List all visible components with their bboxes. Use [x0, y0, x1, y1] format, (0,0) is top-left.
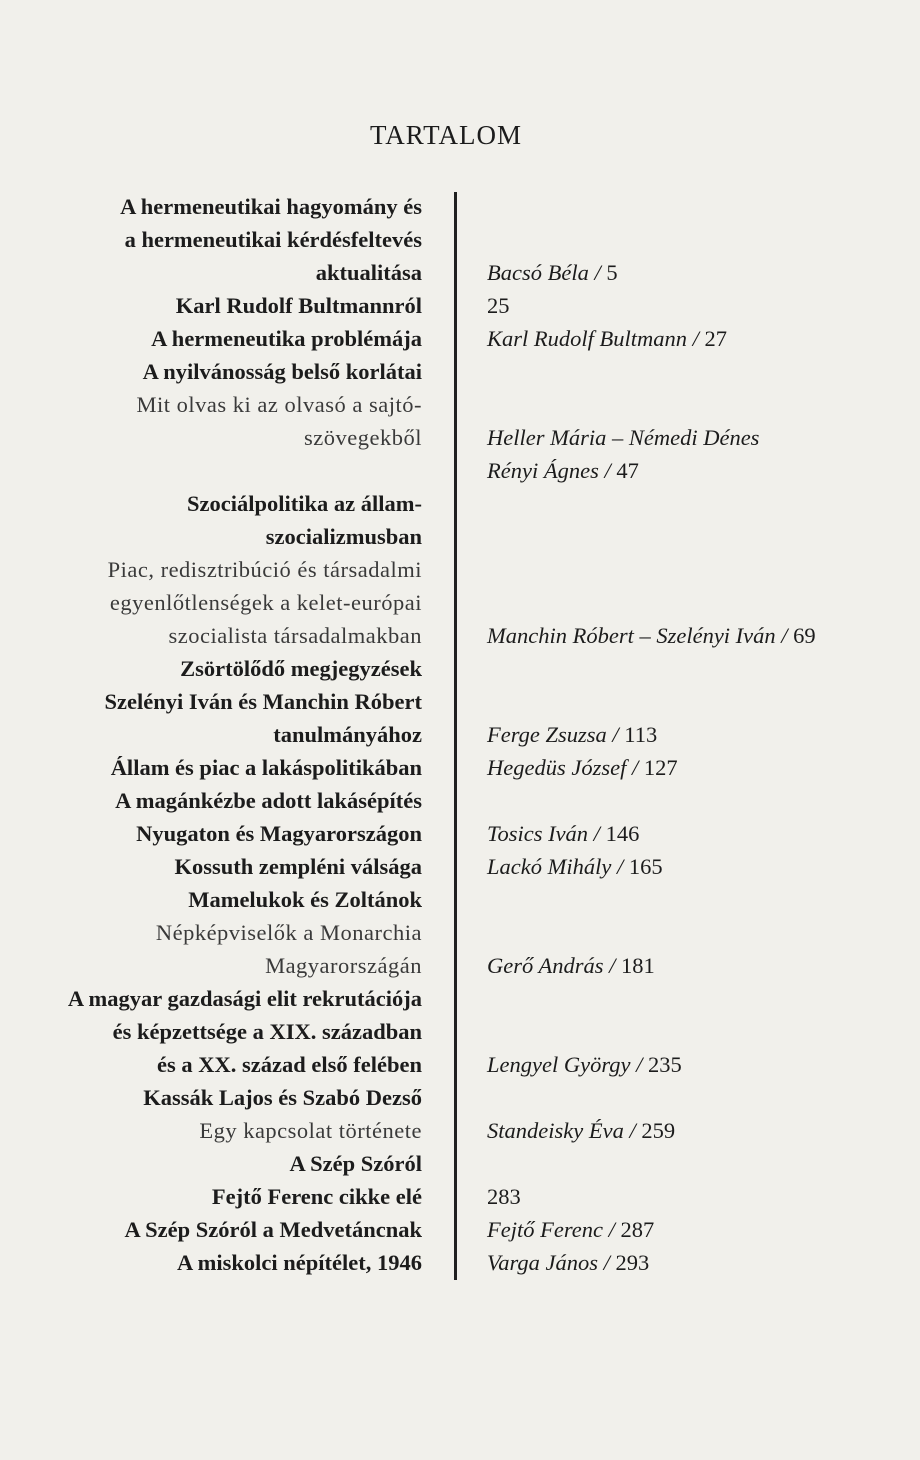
toc-entry-author-line: [487, 289, 816, 322]
toc-entry-author-line: [487, 586, 816, 619]
toc-entry-title: A Szép Szóról: [289, 1151, 422, 1176]
toc-entry-author-line: [487, 487, 816, 520]
toc-titles-column: [68, 190, 422, 1279]
toc-entry-author-line: [487, 751, 816, 784]
toc-entry-author-line: [487, 1147, 816, 1180]
toc-entry-title: Zsörtölődő megjegyzések: [180, 656, 422, 681]
toc-entry-title: szocializmusban: [265, 524, 422, 549]
toc-entry-title: Piac, redisztribúció és társadalmi: [107, 557, 422, 582]
toc-entry-title: Népképviselők a Monarchia: [155, 920, 422, 945]
toc-entry-title: [68, 454, 422, 487]
toc-page-number: 47: [616, 458, 639, 483]
toc-entry-title: A hermeneutika problémája: [151, 326, 422, 351]
toc-page-number: 181: [620, 953, 655, 978]
toc-entry-title: Nyugaton és Magyarországon: [136, 821, 422, 846]
toc-entry-author-line: [487, 982, 816, 1015]
toc-author: Lackó Mihály /: [487, 854, 629, 879]
column-divider: [454, 192, 457, 1280]
toc-entry-title: tanulmányához: [273, 722, 422, 747]
toc-entry-title: és a XX. század első felében: [157, 1052, 422, 1077]
toc-page-number: 146: [605, 821, 640, 846]
toc-entry-author-line: [487, 1246, 816, 1279]
toc-entry-title: a hermeneutikai kérdésfeltevés: [124, 227, 422, 252]
toc-entry-title: Fejtő Ferenc cikke elé: [211, 1184, 422, 1209]
toc-entry-author-line: [487, 520, 816, 553]
toc-author: Tosics Iván /: [487, 821, 606, 846]
toc-author: Heller Mária – Némedi Dénes: [487, 425, 760, 450]
toc-entry-author-line: [487, 322, 816, 355]
toc-page-number: 165: [628, 854, 663, 879]
toc-entry-author-line: [487, 850, 816, 883]
toc-entry-author-line: [487, 949, 816, 982]
toc-author: Manchin Róbert – Szelényi Iván /: [487, 623, 794, 648]
toc-entry-author-line: [487, 1213, 816, 1246]
toc-entry-title: A miskolci népítélet, 1946: [177, 1250, 422, 1275]
toc-entry-title: Egy kapcsolat története: [199, 1118, 422, 1143]
toc-author: Rényi Ágnes /: [487, 458, 617, 483]
toc-entry-author-line: [487, 256, 816, 289]
toc-author: Fejtő Ferenc /: [487, 1217, 621, 1242]
toc-page-number: 27: [704, 326, 728, 351]
toc-entry-author-line: [487, 685, 816, 718]
toc-entry-title: és képzettsége a XIX. században: [112, 1019, 422, 1044]
toc-author: Karl Rudolf Bultmann /: [487, 326, 705, 351]
toc-entry-title: A magyar gazdasági elit rekrutációja: [67, 986, 422, 1011]
toc-entry-title: szövegekből: [304, 425, 422, 450]
toc-entry-author-line: [487, 784, 816, 817]
toc-author: Bacsó Béla /: [487, 260, 607, 285]
toc-entry-author-line: [487, 355, 816, 388]
toc-entry-title: A Szép Szóról a Medvetáncnak: [124, 1217, 422, 1242]
toc-authors-column: [487, 190, 816, 1279]
toc-page-number: 5: [606, 260, 618, 285]
toc-entry-title: Szelényi Iván és Manchin Róbert: [104, 689, 422, 714]
toc-author: Hegedüs József /: [487, 755, 644, 780]
toc-entry-author-line: [487, 883, 816, 916]
toc-author: Ferge Zsuzsa /: [487, 722, 625, 747]
toc-entry-title: Szociálpolitika az állam-: [187, 491, 422, 516]
toc-entry-author-line: [487, 190, 816, 223]
toc-page-number: 69: [793, 623, 816, 648]
toc-page-number: 235: [648, 1052, 682, 1077]
toc-entry-author-line: [487, 817, 816, 850]
toc-entry-title: szocialista társadalmakban: [168, 623, 422, 648]
toc-page-number: 127: [643, 755, 678, 780]
toc-entry-title: Mit olvas ki az olvasó a sajtó-: [136, 392, 422, 417]
toc-entry-author-line: [487, 388, 816, 421]
toc-entry-author-line: [487, 1048, 816, 1081]
toc-page-number: 259: [641, 1118, 676, 1143]
toc-entry-author-line: [487, 916, 816, 949]
toc-entry-title: Mamelukok és Zoltánok: [188, 887, 422, 912]
toc-entry-author-line: [487, 553, 816, 586]
toc-entry-title: A magánkézbe adott lakásépítés: [115, 788, 422, 813]
toc-entry-title: A nyilvánosság belső korlátai: [142, 359, 422, 384]
toc-entry-title: Kossuth zempléni válsága: [174, 854, 422, 879]
toc-entry-title: aktualitása: [315, 260, 422, 285]
toc-entry-title: Állam és piac a lakáspolitikában: [110, 755, 422, 780]
toc-entry-author-line: [487, 1081, 816, 1114]
toc-page-number: 25: [487, 293, 510, 318]
toc-entry-title: A hermeneutikai hagyomány és: [120, 194, 422, 219]
toc-entry-title: Karl Rudolf Bultmannról: [175, 293, 422, 318]
page-title: TARTALOM: [369, 120, 523, 150]
toc-page-number: 293: [615, 1250, 650, 1275]
toc-author: Lengyel György /: [487, 1052, 648, 1077]
toc-entry-author-line: [487, 454, 816, 487]
toc-entry-author-line: [487, 223, 816, 256]
toc-page-number: 113: [624, 722, 658, 747]
toc-entry-author-line: [487, 1180, 816, 1213]
toc-entry-author-line: [487, 1114, 816, 1147]
toc-author: Varga János /: [487, 1250, 616, 1275]
toc-entry-title: Kassák Lajos és Szabó Dezső: [143, 1085, 422, 1110]
toc-entry-title: Magyarországán: [265, 953, 422, 978]
toc-entry-author-line: [487, 619, 816, 652]
toc-page-number: 287: [620, 1217, 655, 1242]
toc-entry-title: egyenlőtlenségek a kelet-európai: [109, 590, 422, 615]
toc-author: Gerő András /: [487, 953, 621, 978]
toc-page-number: 283: [487, 1184, 521, 1209]
toc-author: Standeisky Éva /: [487, 1118, 642, 1143]
toc-entry-author-line: [487, 1015, 816, 1048]
toc-entry-author-line: [487, 421, 816, 454]
toc-entry-author-line: [487, 718, 816, 751]
toc-entry-author-line: [487, 652, 816, 685]
